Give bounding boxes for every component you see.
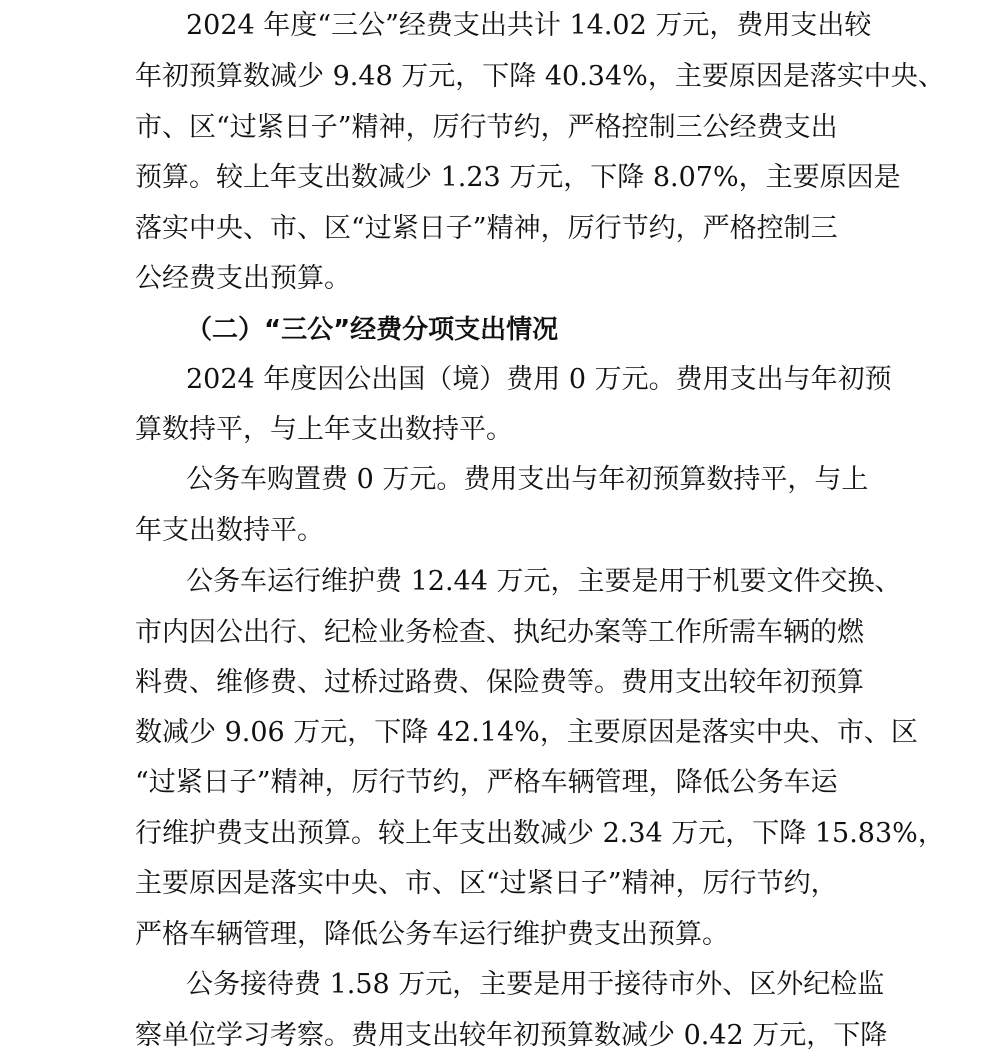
text-line: 预算。较上年支出数减少 1.23 万元，下降 8.07%，主要原因是 (135, 162, 901, 193)
text-line: 公务接待费 1.58 万元，主要是用于接待市外、区外纪检监 (186, 969, 885, 1000)
text-line: 公经费支出预算。 (135, 263, 351, 294)
text-line: 落实中央、市、区“过紧日子”精神，厉行节约，严格控制三 (135, 213, 838, 244)
text-line: 察单位学习考察。费用支出较年初预算数减少 0.42 万元，下降 (135, 1020, 888, 1051)
text-line: 严格车辆管理，降低公务车运行维护费支出预算。 (135, 919, 729, 950)
text-line: 算数持平，与上年支出数持平。 (135, 414, 513, 445)
text-line: 年初预算数减少 9.48 万元，下降 40.34%，主要原因是落实中央、 (135, 61, 945, 92)
text-line: 2024 年度“三公”经费支出共计 14.02 万元，费用支出较 (186, 10, 872, 41)
text-line: 市、区“过紧日子”精神，厉行节约，严格控制三公经费支出 (135, 112, 838, 143)
text-line: 公务车购置费 0 万元。费用支出与年初预算数持平，与上 (186, 464, 869, 495)
text-line: 公务车运行维护费 12.44 万元，主要是用于机要文件交换、 (186, 566, 902, 597)
text-line: 行维护费支出预算。较上年支出数减少 2.34 万元，下降 15.83%， (135, 818, 945, 849)
section-heading: （二）“三公”经费分项支出情况 (186, 315, 559, 345)
text-line: “过紧日子”精神，厉行节约，严格车辆管理，降低公务车运 (135, 767, 838, 798)
text-line: 数减少 9.06 万元，下降 42.14%，主要原因是落实中央、市、区 (135, 717, 918, 748)
text-line: 主要原因是落实中央、市、区“过紧日子”精神，厉行节约， (135, 868, 838, 899)
text-line: 年支出数持平。 (135, 515, 324, 546)
text-line: 料费、维修费、过桥过路费、保险费等。费用支出较年初预算 (135, 667, 864, 698)
text-line: 市内因公出行、纪检业务检查、执纪办案等工作所需车辆的燃 (135, 617, 864, 648)
text-line: 2024 年度因公出国（境）费用 0 万元。费用支出与年初预 (186, 364, 892, 395)
